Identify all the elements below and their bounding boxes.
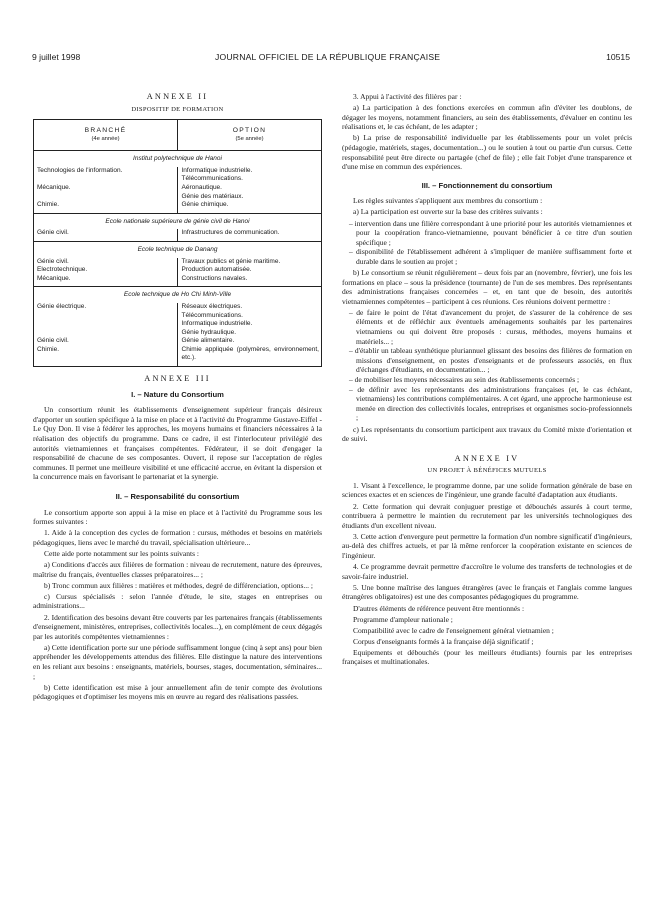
branche-item	[37, 175, 175, 184]
left-column	[33, 92, 322, 703]
institution-title: Ecole nationale supérieure de génie civil de Hanoi	[105, 217, 250, 225]
branche-item: Chimie.	[37, 201, 60, 209]
branche-item: Génie civil.	[37, 257, 69, 265]
paragraph: 1. Visant à l'excellence, le programme donne, par une solide formation générale de base en sciences exactes et en sciences de l'ingénieur, une grande faculté d'adaptation aux étudiants.	[342, 480, 632, 500]
paragraph: a) Conditions d'accès aux filières de formation : niveau de recrutement, nature des épreuves, maîtrise du français, éventuelles classes préparatoires... ;	[33, 560, 322, 579]
option-item: Infrastructures de communication.	[181, 229, 280, 237]
section-fonctionnement-title: III. – Fonctionnement du consortium	[421, 180, 553, 190]
paragraph: 5. Une bonne maîtrise des langues étrangères (avec le français et l'anglais comme langues étrangères obligatoires) est une des composantes pédagogiques du programme.	[342, 582, 632, 602]
option-item: Réseaux électriques.	[181, 302, 243, 310]
paragraph: 1. Aide à la conception des cycles de formation : cursus, méthodes et besoins en matériels pédagogiques, liens avec le marché du travail, spécialisation ultérieure...	[33, 528, 322, 547]
paragraph: 2. Cette formation qui devrait conjuguer prestige et débouchés assurés à court terme, contribuera à permettre le maintien du recrutement par les universités technologiques des étudiants d'un excellent niveau.	[342, 501, 632, 530]
paragraph: Equipements et débouchés (pour les meilleurs étudiants) fournis par les entreprises françaises et multinationales.	[342, 647, 632, 667]
paragraph: c) Les représentants du consortium participent aux travaux du Comité mixte d'orientation et de suivi.	[342, 424, 632, 444]
option-cell	[178, 229, 322, 241]
option-item: Production automatisée.	[181, 266, 252, 274]
header-journal-title: JOURNAL OFFICIEL DE LA RÉPUBLIQUE FRANÇAISE	[215, 52, 441, 62]
paragraph: D'autres éléments de référence peuvent être mentionnés :	[353, 603, 525, 613]
page-header	[0, 52, 665, 66]
option-item: Travaux publics et génie maritime.	[181, 257, 281, 265]
meeting-goals-list	[342, 308, 632, 423]
option-item: Génie chimique.	[181, 201, 229, 209]
criteria-list	[342, 219, 632, 267]
list-item: – de mobiliser les moyens nécessaires au sein des établissements concernés ;	[349, 375, 580, 385]
table-group	[34, 214, 321, 242]
branche-item: Mécanique.	[37, 274, 71, 282]
paragraph: Le consortium apporte son appui à la mise en place et à l'activité du Programme sous les formes suivantes :	[33, 507, 322, 527]
training-table	[33, 119, 322, 367]
branche-item	[37, 312, 175, 321]
branche-item	[37, 320, 175, 329]
option-item: Constructions navales.	[181, 274, 248, 282]
institution-title: Ecole technique de Danang	[137, 245, 218, 253]
table-group	[34, 242, 321, 287]
paragraph: b) Tronc commun aux filières : matières et méthodes, degré de différenciation, options... ;	[44, 580, 313, 590]
institution-title: Ecole technique de Ho Chi Minh-Ville	[123, 291, 232, 299]
list-item: – de faire le point de l'état d'avancement du projet, de s'assurer de la cohérence de ses éléments et de réfléchir aux éventuels aménagements souhaités par les partenaires vietnamiens ou qui doivent être proposés : cursus, méthodes, moyens humains et matériels... ;	[349, 307, 632, 346]
list-item: – d'établir un tableau synthétique pluriannuel glissant des besoins des filières de formation en missions d'enseignement, en postes d'enseignants et de professeurs associés, en flux d'échanges d'étudiants, en documentation... ;	[349, 346, 632, 375]
option-cell	[178, 167, 322, 213]
option-item: Aéronautique.	[181, 183, 222, 191]
paragraph: Corpus d'enseignants formés à la française déjà significatif ;	[353, 636, 534, 646]
header-branche: BRANCHÉ (4e année)	[34, 120, 178, 150]
option-item: Génie alimentaire.	[181, 337, 235, 345]
branche-item: Génie électrique.	[37, 302, 87, 310]
table-group	[34, 151, 321, 214]
paragraph: b) La prise de responsabilité individuelle par les établissements pour un volet précis (pédagogie, matériels, stages, documentation...) ou le soutien à tout ou partie d'un cursus. Cette responsabilité peut être directe ou partagée (chef de file) ; elle fait l'objet d'une transparence et d'une mise en commun des expériences.	[342, 133, 632, 172]
paragraph: Un consortium réunit les établissements d'enseignement supérieur français désireux d'apporter un soutien spécifique à la mise en place et à l'activité du Programme Gustave-Eiffel - Le Quy Don. Il vise à fédérer les approches, les moyens humains et financiers nécessaires à la réalisation des objectifs du programme. Dans ce cadre, il est l'interlocuteur privilégié des autorités vietnamiennes et françaises compétentes. Fédérateur, il se doit d'engager la responsabilité de chacune de ses composantes. Ouvert, il repose sur l'acceptation de règles communes. Il permet une meilleure visibilité et une efficacité accrue, en évitant la dispersion et la concurrence mais en favorisant le partenariat et la synergie.	[33, 405, 322, 482]
table-header	[34, 120, 321, 151]
paragraph: 4. Ce programme devrait permettre d'accroître le volume des transferts de technologies et de savoir-faire industriel.	[342, 562, 632, 581]
option-item: Informatique industrielle.	[181, 166, 253, 174]
option-item: Génie hydraulique.	[181, 328, 237, 336]
option-item: Télécommunications.	[181, 175, 243, 183]
list-item: – de définir avec les représentants des administrations françaises (et, le cas échéant, vietnamiens) les contributions complémentaires. A cet égard, une approche harmonieuse est menée en direction des collectivités locales, entreprises et organismes socio-professionnels ;	[349, 384, 632, 423]
paragraph: a) Cette identification porte sur une période suffisamment longue (cinq à sept ans) pour bien appréhender les développements attendus des filières. Elle distingue la nature des interventions en les reliant aux besoins : enseignants, matériels, bourses, stages, documentation, séminaires... ;	[33, 642, 322, 681]
option-item: Informatique industrielle.	[181, 320, 253, 328]
paragraph: a) La participation est ouverte sur la base des critères suivants :	[353, 207, 543, 217]
branche-item: Chimie.	[37, 345, 60, 353]
branche-cell	[34, 229, 178, 241]
paragraph: Programme d'ampleur nationale ;	[353, 614, 453, 624]
branche-cell	[34, 167, 178, 213]
institution-title: Institut polytechnique de Hanoi	[133, 155, 222, 163]
paragraph: b) Cette identification est mise à jour annuellement afin de tenir compte des évolutions pédagogiques et d'optimiser les moyens mis en œuvre au regard des réalisations passées.	[33, 682, 322, 702]
paragraph: c) Cursus spécialisés : selon l'année d'étude, le site, stages en entreprises ou administrations...	[33, 591, 322, 611]
annex3-title: ANNEXE III	[144, 374, 211, 384]
branche-item: Electrotechnique.	[37, 266, 88, 274]
branche-item	[37, 329, 175, 338]
paragraph: Cette aide porte notamment sur les points suivants :	[44, 548, 199, 558]
table-group	[34, 287, 321, 366]
option-item: Chimie appliquée (polymères, environnement, etc.).	[181, 345, 319, 362]
header-page-number: 10515	[606, 52, 630, 62]
branche-cell	[34, 303, 178, 366]
branche-cell	[34, 258, 178, 287]
section-nature-title: I. – Nature du Consortium	[131, 389, 224, 399]
paragraph: 3. Appui à l'activité des filières par :	[353, 92, 462, 101]
paragraph: 2. Identification des besoins devant être couverts par les partenaires français (établissements d'enseignement, ministères, entreprises, collectivités locales...), en complément de ceux dégagés par les autorités compétentes vietnamiennes :	[33, 612, 322, 641]
annex2-title: ANNEXE II	[146, 92, 209, 101]
branche-item: Génie civil.	[37, 337, 69, 345]
option-cell	[178, 303, 322, 366]
branche-item: Génie civil.	[37, 229, 69, 237]
branche-item: Technologies de l'information.	[37, 166, 123, 174]
option-item: Télécommunications.	[181, 311, 243, 319]
header-option: OPTION (5e année)	[232, 127, 267, 143]
annex2-subtitle: DISPOSITIF DE FORMATION	[131, 105, 224, 113]
paragraph: Les règles suivantes s'appliquent aux membres du consortium :	[353, 196, 543, 206]
paragraph: b) Le consortium se réunit régulièrement – deux fois par an (novembre, février), une fois les formations en place – sous la présidence (tournante) de l'un de ses membres. Des représentants des administrations françaises concernées – et, en tant que de besoin, des autorités vietnamiennes compétentes – participent à ces réunions. Ces réunions doivent permettre :	[342, 268, 632, 306]
right-column	[342, 92, 632, 669]
annex4-title: ANNEXE IV	[454, 453, 520, 463]
list-item: – intervention dans une filière correspondant à une priorité pour les autorités vietnamiennes et pour la coopération franco-vietnamienne, pouvant bénéficier à ce titre d'un soutien spécifique ;	[349, 218, 632, 247]
header-date: 9 juillet 1998	[32, 52, 81, 62]
branche-item: Mécanique.	[37, 183, 71, 191]
annex4-subtitle: UN PROJET À BÉNÉFICES MUTUELS	[427, 467, 547, 475]
paragraph: a) La participation à des fonctions exercées en commun afin d'éviter les doublons, de dégager les moyens, notamment financiers, au sein des établissements, d'évaluer en continu les réalisations et, le cas échéant, de les adapter ;	[342, 103, 632, 132]
option-cell	[178, 258, 322, 287]
branche-item	[37, 193, 175, 202]
section-responsabilite-title: II. – Responsabilité du consortium	[115, 492, 240, 501]
list-item: – disponibilité de l'établissement adhérent à s'impliquer de manière suffisamment forte et durable dans le soutien au projet ;	[349, 247, 632, 266]
paragraph: Compatibilité avec le cadre de l'enseignement général vietnamien ;	[353, 625, 554, 635]
paragraph: 3. Cette action d'envergure peut permettre la formation d'un nombre significatif d'ingénieurs, au-delà des chiffres actuels, et par là même renforcer la coopération existante en sciences de l'ingénieur.	[342, 531, 632, 561]
option-item: Génie des matériaux.	[181, 192, 244, 200]
